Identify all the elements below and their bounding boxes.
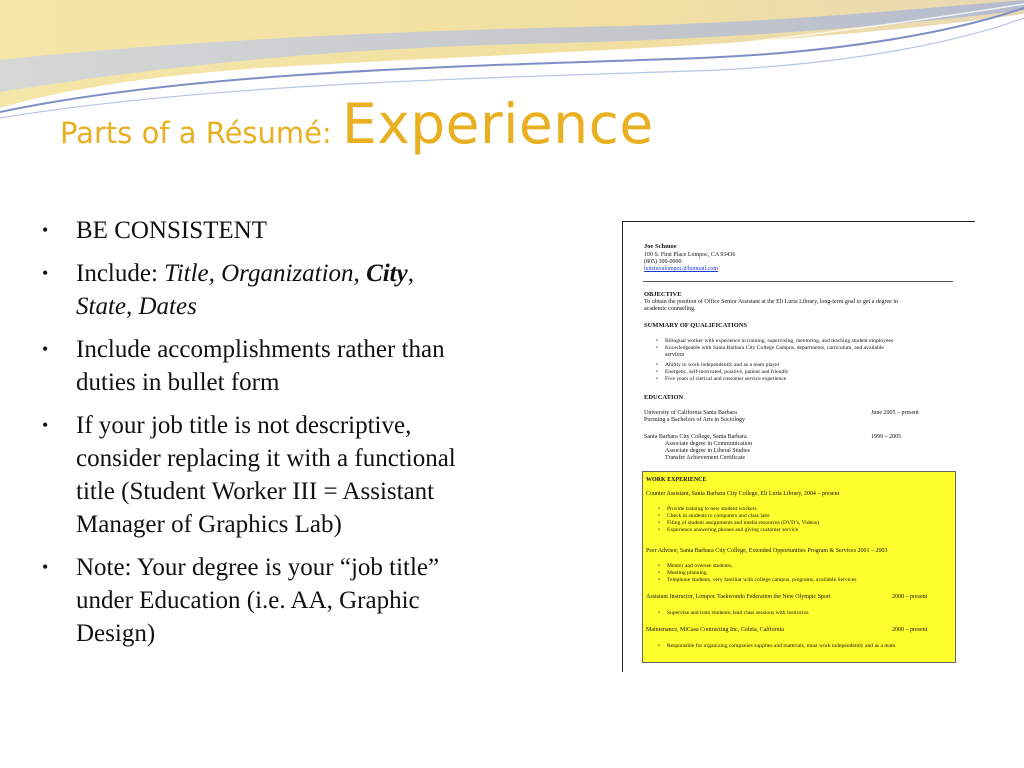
bullet-dot-icon: • — [42, 339, 49, 359]
bullet-text-lead: Include: — [76, 260, 165, 287]
bullet-text-line: If your job title is not descriptive, — [76, 412, 412, 439]
resume-job-title: Counter Assistant, Santa Barbara City College, Eli Luria Library, 2004 – present — [646, 491, 840, 497]
bullet-dot-icon: • — [42, 415, 49, 435]
bullet-text-italic: State, Dates — [76, 293, 197, 320]
resume-edu-item: Associate degree in Communication — [665, 441, 753, 447]
resume-objective-text: To obtain the position of Office Senior Assistant at the Eli Luria Library, long-term goal to get a degree in — [644, 299, 899, 305]
resume-email: hotstuvalompoc@hotmail.com — [644, 266, 719, 272]
resume-bullet: • Five years of clerical and customer service experience — [665, 376, 786, 383]
resume-edu-degree: Pursuing a Bachelors of Arts in Sociology — [644, 417, 745, 423]
resume-summary-heading: SUMMARY OF QUALIFICATIONS — [644, 322, 748, 329]
resume-bullet: • Experience answering phones and giving customer service — [667, 527, 798, 534]
bullet-text-line: under Education (i.e. AA, Graphic — [76, 587, 420, 614]
bullet-dot-icon: • — [42, 263, 49, 283]
bullet-text-line: duties in bullet form — [76, 369, 280, 396]
resume-education-heading: EDUCATION — [644, 394, 684, 401]
resume-bullet: • Knowledgeable with Santa Barbara City College Campus, departments, curriculum, and available — [665, 345, 884, 352]
bullet-item — [40, 551, 595, 650]
resume-bullet: • Ability to work independently and as a team player — [665, 362, 780, 369]
resume-phone: (805) 300-0000 — [644, 259, 682, 265]
resume-work-heading: WORK EXPERIENCE — [646, 477, 707, 483]
bullet-dot-icon: • — [42, 557, 49, 577]
resume-bullet: • Filing of student assignments and media resources (DVD’s, Videos) — [667, 520, 819, 527]
resume-address: 100 S. First Place Lompoc, CA 93436 — [644, 252, 736, 258]
bullet-text-line: Design) — [76, 620, 156, 647]
resume-job-title: Peer Advisor, Santa Barbara City College, Extended Opportunities Program & Services 2001 – 2003 — [646, 548, 888, 554]
bullet-text: BE CONSISTENT — [76, 217, 267, 244]
resume-edu-school: Santa Barbara City College, Santa Barbara — [644, 434, 747, 440]
resume-divider — [643, 281, 953, 282]
bullet-text-italic: , — [407, 260, 414, 287]
resume-bullet: • Bilingual worker with experience in training, supervising, mentoring, and teaching student employees — [665, 338, 893, 345]
bullet-list — [40, 214, 595, 660]
resume-sample-image — [622, 221, 975, 672]
bullet-item — [40, 333, 595, 399]
resume-bullet: • Meeting planning — [667, 570, 707, 577]
resume-bullet: • Energetic, self-motivated, positive, patient and friendly — [665, 369, 789, 376]
bullet-item — [40, 214, 595, 247]
resume-bullet: • Provide training to new student workers — [667, 506, 757, 513]
resume-bullet: • Check in students to computers and class labs — [667, 513, 769, 520]
resume-name: Joe Schmoe — [644, 243, 677, 250]
resume-objective-text: academic counseling. — [644, 306, 696, 312]
slide-title-main: Experience — [341, 92, 654, 156]
resume-bullet-cont: services — [665, 352, 685, 358]
bullet-text-bold-italic: City — [366, 260, 408, 287]
resume-edu-date: June 2005 – present — [871, 410, 919, 416]
bullet-text-line: consider replacing it with a functional — [76, 445, 456, 472]
resume-objective-heading: OBJECTIVE — [644, 291, 682, 298]
bullet-text-line: title (Student Worker III = Assistant — [76, 478, 435, 505]
slide-title-prefix: Parts of a Résumé: — [60, 116, 332, 150]
resume-work-experience-highlight — [642, 471, 956, 663]
bullet-text-line: Note: Your degree is your “job title” — [76, 554, 440, 581]
resume-job-date: 2008 – present — [892, 594, 928, 600]
bullet-dot-icon: • — [42, 220, 49, 240]
resume-edu-item: Transfer Achievement Certificate — [665, 455, 746, 461]
resume-job-title: Maintenance, MiCasa Contracting Inc, Goleta, California — [646, 627, 784, 633]
bullet-text-line: Include accomplishments rather than — [76, 336, 445, 363]
resume-bullet: • Mentor and oversee students, — [667, 563, 733, 570]
resume-bullet: • Responsible for organizing companies supplies and materials, must work independently and as a team. — [667, 643, 897, 650]
bullet-item — [40, 257, 595, 323]
bullet-text-line: Manager of Graphics Lab) — [76, 511, 342, 538]
resume-job-title: Assistant Instructor, Lompoc Taekwondo Federation the New Olympic Sport — [646, 594, 831, 600]
resume-edu-date: 1999 – 2005 — [871, 434, 901, 440]
resume-edu-school: University of California Santa Barbara — [644, 410, 737, 416]
bullet-item — [40, 409, 595, 541]
resume-job-date: 2000 – present — [892, 627, 928, 633]
bullet-text-italic: Title, Organization, — [164, 260, 367, 287]
resume-bullet: • Telephone students, very familiar with college campus, programs, available Services — [667, 577, 856, 584]
slide-title — [60, 92, 654, 156]
resume-edu-item: Associate degree in Liberal Studies — [665, 448, 750, 454]
resume-bullet: • Supervise and train students; lead class sessions with instructor. — [667, 610, 809, 617]
